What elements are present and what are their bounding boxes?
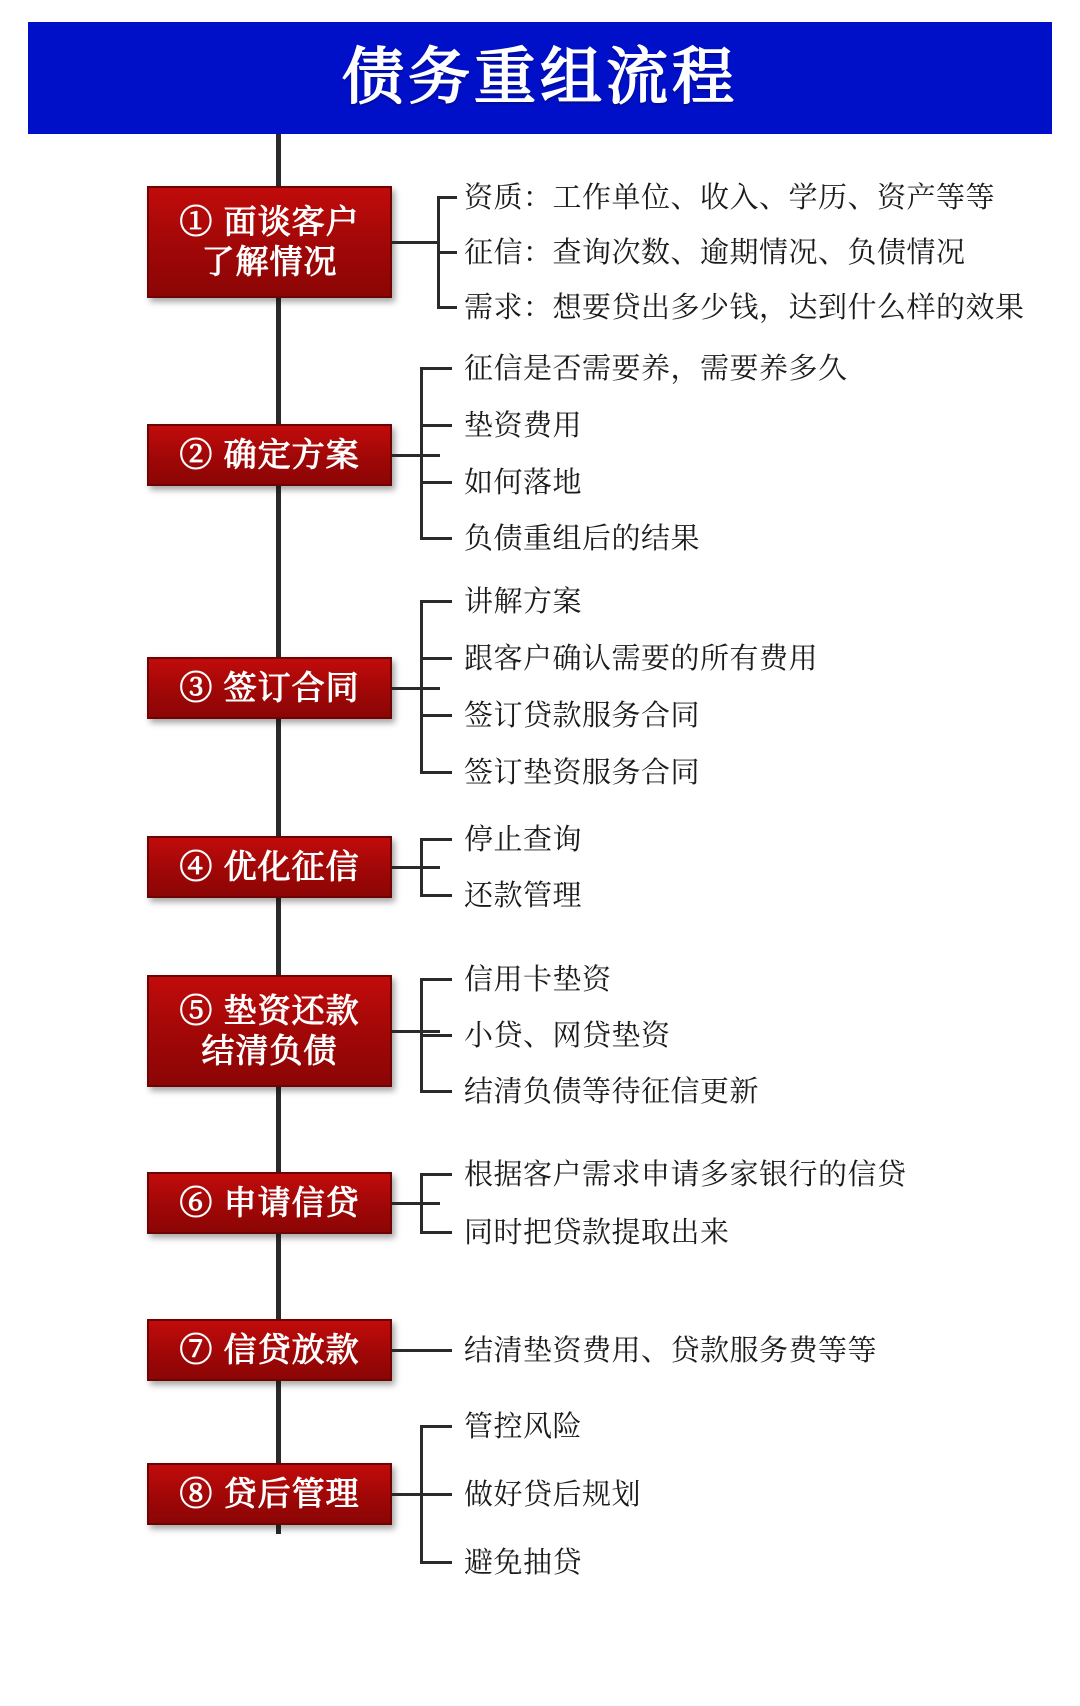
step-2-item-3: 如何落地 (464, 467, 583, 499)
step-box-6[interactable] (147, 1172, 392, 1234)
connector-step-8-item-1 (420, 1425, 452, 1428)
title-banner (28, 22, 1052, 134)
step-5-item-1: 信用卡垫资 (464, 964, 612, 996)
step-7-item-1: 结清垫资费用、贷款服务费等等 (464, 1335, 878, 1367)
step-6-item-2: 同时把贷款提取出来 (464, 1217, 730, 1249)
step-6-item-1: 根据客户需求申请多家银行的信贷 (464, 1159, 907, 1191)
step-4-item-2: 还款管理 (464, 880, 583, 912)
connector-step-5-item-1 (420, 978, 452, 981)
connector-step-1-item-3 (437, 306, 457, 309)
step-1-label-line-2: 了解情况 (201, 243, 338, 280)
connector-step-5-item-2 (420, 1034, 452, 1037)
connector-step-6-vertical (420, 1173, 423, 1231)
step-5-label-line-1: ⑤ 垫资还款 (179, 991, 360, 1029)
step-box-1[interactable] (147, 186, 392, 298)
connector-step-3-item-4 (420, 771, 452, 774)
step-3-label-line-1: ③ 签订合同 (179, 668, 360, 706)
step-6-label-line-1: ⑥ 申请信贷 (179, 1183, 360, 1221)
connector-step-3-item-1 (420, 600, 452, 603)
connector-step-1-item-1 (437, 196, 457, 199)
step-box-4[interactable] (147, 836, 392, 898)
connector-step-5 (392, 1030, 440, 1033)
step-1-item-3: 需求：想要贷出多少钱，达到什么样的效果 (464, 292, 1025, 324)
step-7-label-line-1: ⑦ 信贷放款 (179, 1330, 360, 1368)
connector-step-8-item-2 (420, 1493, 452, 1496)
connector-step-3-vertical (420, 600, 423, 771)
step-2-item-1: 征信是否需要养，需要养多久 (464, 353, 848, 385)
step-2-item-4: 负债重组后的结果 (464, 523, 701, 555)
step-box-2[interactable] (147, 424, 392, 486)
connector-step-6-item-1 (420, 1173, 452, 1176)
step-4-label-line-1: ④ 优化征信 (179, 847, 360, 885)
step-5-label-line-2: 结清负债 (201, 1032, 338, 1069)
step-3-item-2: 跟客户确认需要的所有费用 (464, 643, 819, 675)
connector-step-4-item-2 (420, 894, 452, 897)
connector-step-2-item-3 (420, 481, 452, 484)
step-box-5[interactable] (147, 975, 392, 1087)
connector-step-2 (392, 454, 440, 457)
step-3-item-3: 签订贷款服务合同 (464, 700, 701, 732)
connector-step-8-item-3 (420, 1561, 452, 1564)
connector-step-4-item-1 (420, 838, 452, 841)
connector-step-4 (392, 866, 440, 869)
connector-step-4-vertical (420, 838, 423, 894)
connector-step-3-item-3 (420, 714, 452, 717)
connector-step-6-item-2 (420, 1231, 452, 1234)
step-3-item-1: 讲解方案 (464, 586, 583, 618)
step-8-item-2: 做好贷后规划 (464, 1479, 642, 1511)
step-1-item-1: 资质：工作单位、收入、学历、资产等等 (464, 182, 996, 214)
step-3-item-4: 签订垫资服务合同 (464, 757, 701, 789)
connector-step-3-item-2 (420, 657, 452, 660)
step-2-label-line-1: ② 确定方案 (179, 435, 360, 473)
step-5-item-3: 结清负债等待征信更新 (464, 1076, 760, 1108)
step-5-item-2: 小贷、网贷垫资 (464, 1020, 671, 1052)
page-title: 债务重组流程 (341, 43, 738, 112)
connector-step-1-item-2 (437, 251, 457, 254)
connector-step-5-item-3 (420, 1090, 452, 1093)
step-box-7[interactable] (147, 1319, 392, 1381)
step-box-3[interactable] (147, 657, 392, 719)
step-box-8[interactable] (147, 1463, 392, 1525)
step-4-item-1: 停止查询 (464, 824, 583, 856)
connector-step-2-vertical (420, 367, 423, 537)
step-2-item-2: 垫资费用 (464, 410, 583, 442)
connector-step-3 (392, 687, 440, 690)
step-1-item-2: 征信：查询次数、逾期情况、负债情况 (464, 237, 966, 269)
step-1-label-line-1: ① 面谈客户 (179, 202, 360, 240)
step-8-item-1: 管控风险 (464, 1411, 583, 1443)
connector-step-2-item-2 (420, 424, 452, 427)
step-8-label-line-1: ⑧ 贷后管理 (179, 1474, 360, 1512)
connector-step-2-item-4 (420, 537, 452, 540)
connector-step-6 (392, 1202, 440, 1205)
connector-step-7 (392, 1349, 452, 1352)
step-8-item-3: 避免抽贷 (464, 1547, 583, 1579)
connector-step-1 (392, 241, 440, 244)
connector-step-2-item-1 (420, 367, 452, 370)
